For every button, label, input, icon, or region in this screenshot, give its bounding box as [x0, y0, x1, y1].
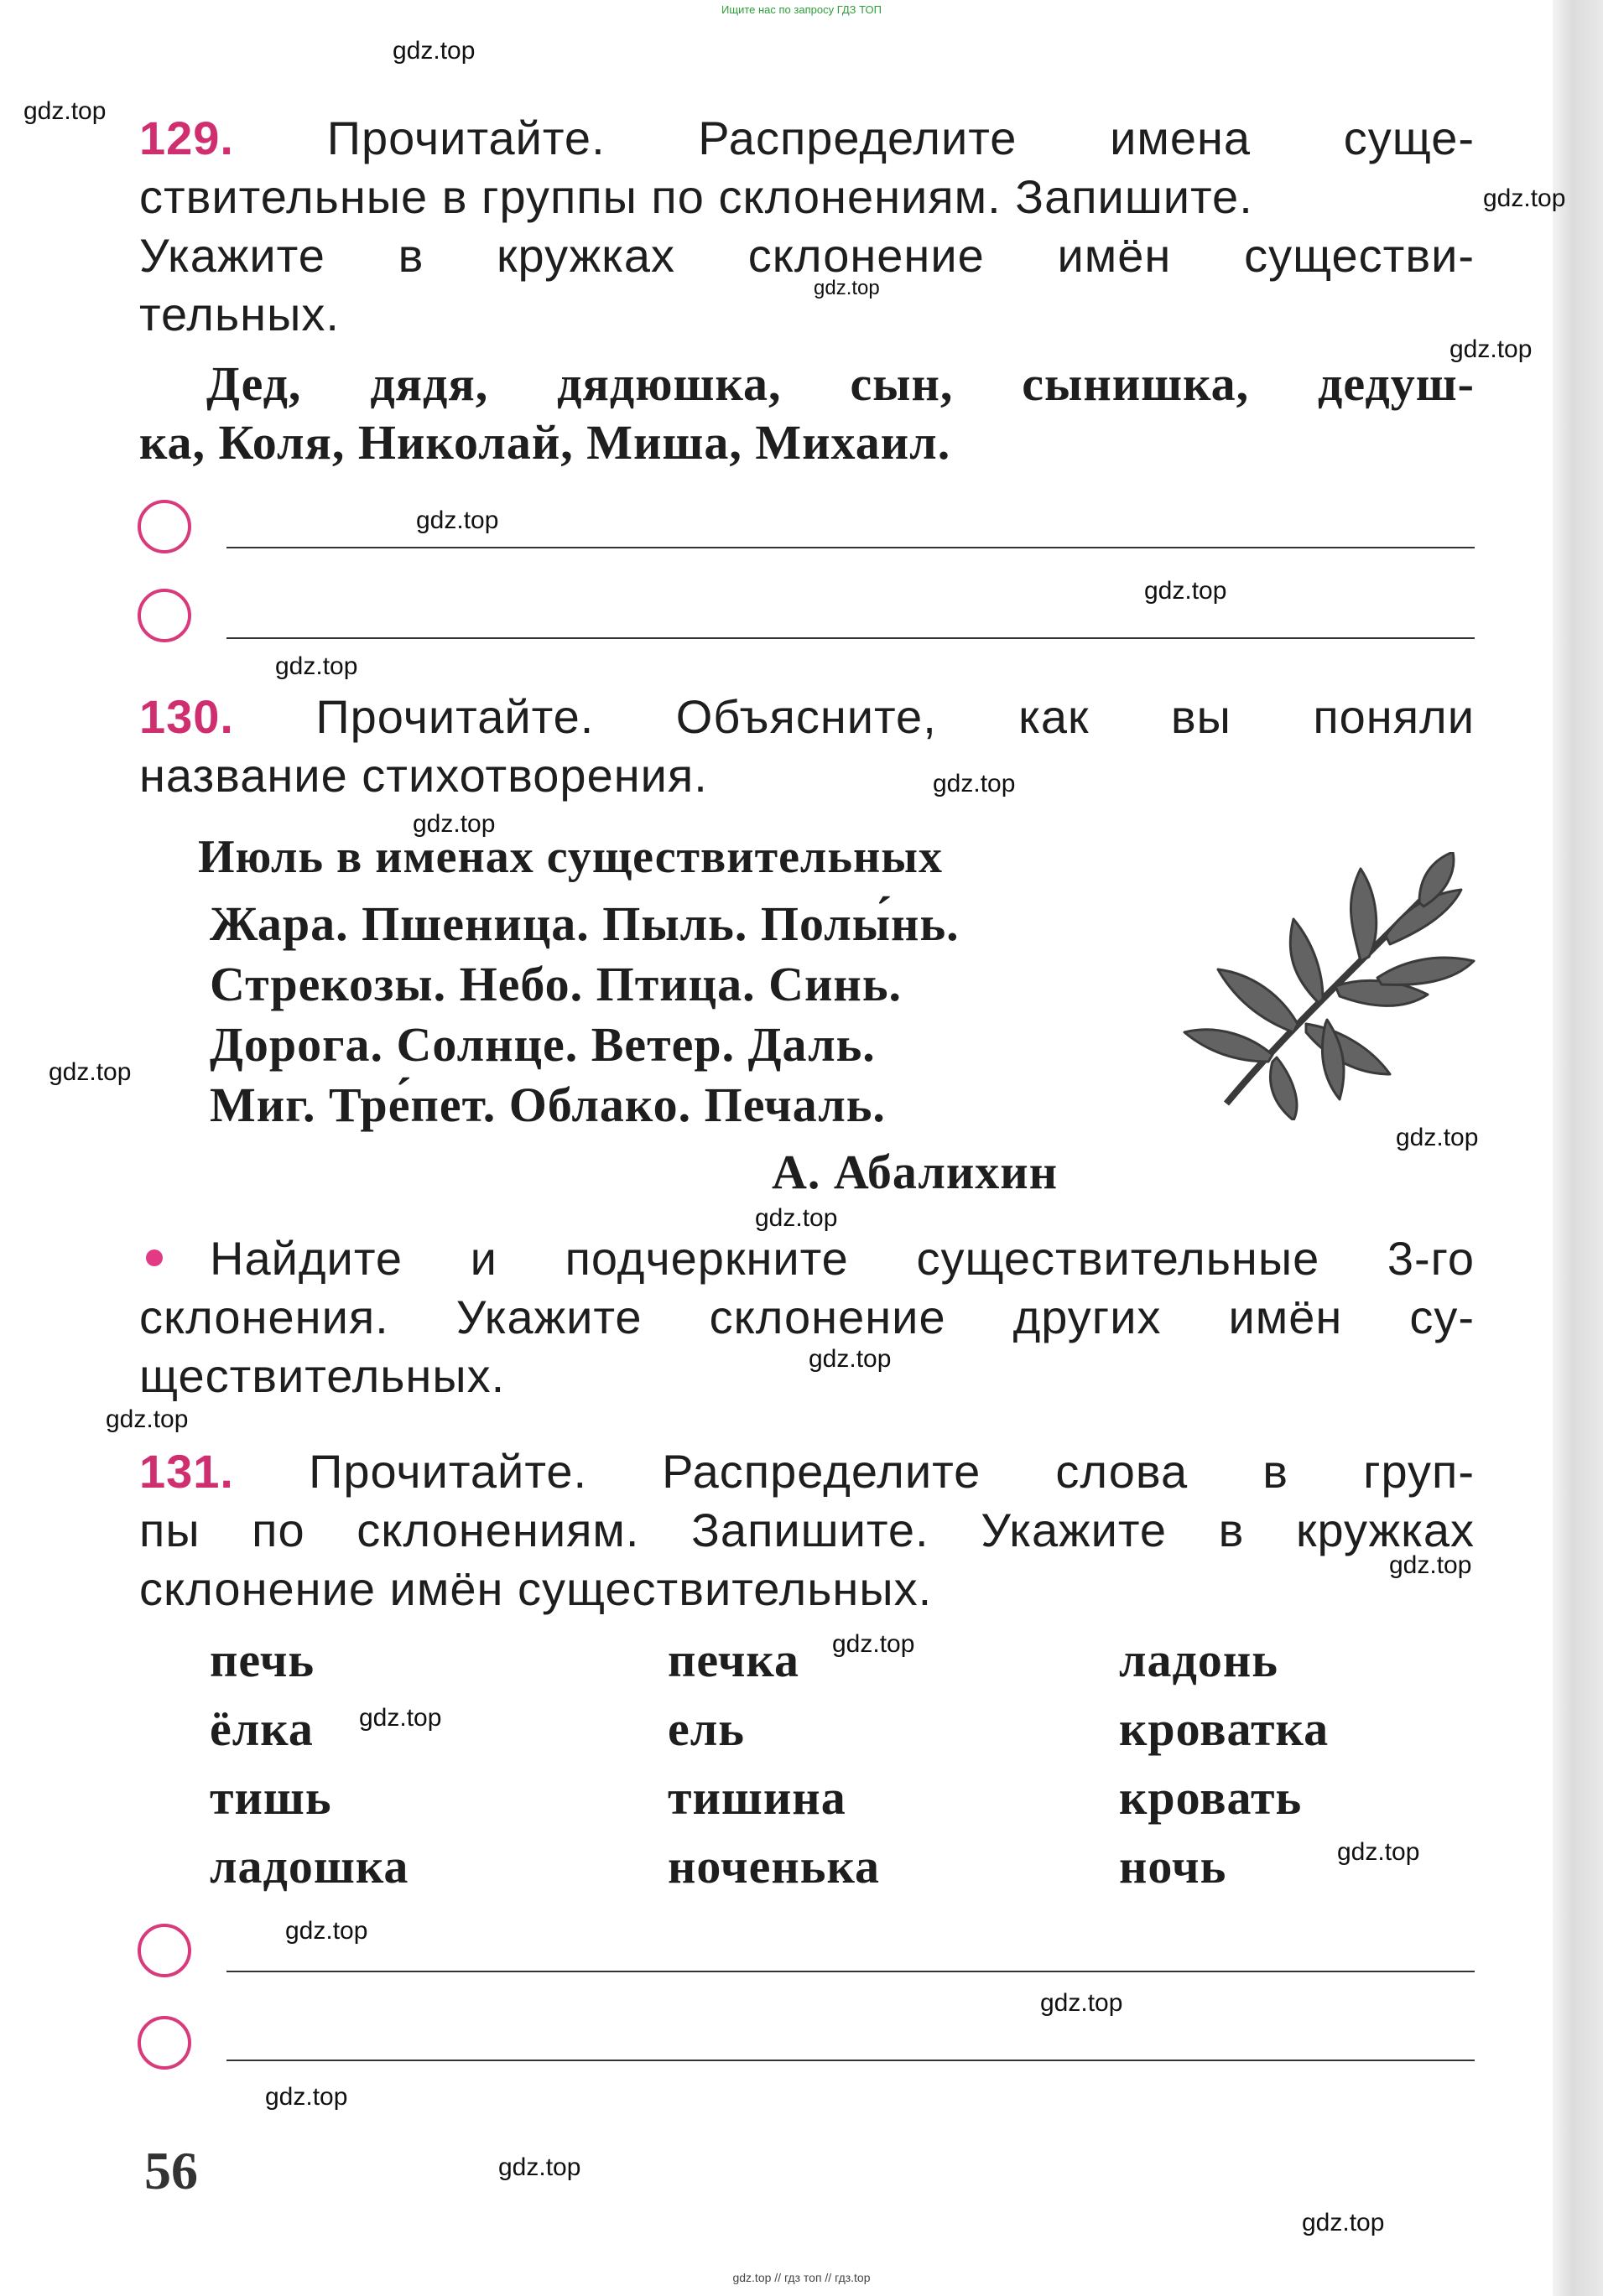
ex130-task3: ществительных.	[139, 1349, 506, 1402]
answer-line[interactable]	[226, 1971, 1475, 1972]
watermark: gdz.top	[416, 506, 499, 534]
word-item: кроватка	[1119, 1701, 1330, 1756]
ex131-line1: 131. Прочитайте. Распределите слова в груп-	[139, 1445, 1475, 1498]
wormwood-leaf-illustration	[1168, 852, 1486, 1120]
ex131-number: 131.	[139, 1445, 234, 1498]
watermark: gdz.top	[265, 2083, 348, 2111]
poem-title: Июль в именах существительных	[198, 831, 943, 883]
declension-circle[interactable]	[138, 589, 191, 642]
poem-author: А. Абалихин	[772, 1145, 1059, 1199]
word-item: ёлка	[210, 1701, 314, 1756]
watermark: gdz.top	[832, 1630, 915, 1658]
poem-line: Миг. Тре́пет. Облако. Печаль.	[210, 1078, 886, 1132]
ex129-words2: ка, Коля, Николай, Миша, Михаил.	[139, 415, 951, 470]
ex130-number: 130.	[139, 690, 234, 743]
answer-line[interactable]	[226, 2060, 1475, 2061]
bullet-icon	[146, 1249, 163, 1266]
page-number: 56	[144, 2141, 198, 2200]
word-item: печь	[210, 1633, 315, 1687]
watermark: gdz.top	[1337, 1838, 1420, 1866]
word-item: ноченька	[668, 1839, 880, 1893]
watermark: gdz.top	[814, 277, 880, 299]
watermark: gdz.top	[1449, 335, 1533, 363]
ex131-line3: склонение имён существительных.	[139, 1562, 933, 1615]
top-banner: Ищите нас по запросу ГДЗ ТОП	[721, 3, 882, 16]
ex131-line2: пы по склонениям. Запишите. Укажите в кружках	[139, 1504, 1475, 1556]
poem-line: Дорога. Солнце. Ветер. Даль.	[210, 1017, 876, 1072]
answer-line[interactable]	[226, 547, 1475, 548]
watermark: gdz.top	[1483, 184, 1566, 212]
page-edge	[1553, 0, 1603, 2296]
watermark: gdz.top	[1396, 1124, 1479, 1151]
watermark: gdz.top	[106, 1405, 189, 1433]
poem-line: Стрекозы. Небо. Птица. Синь.	[210, 957, 902, 1011]
watermark: gdz.top	[285, 1917, 368, 1945]
ex130-task1: Найдите и подчеркните существительные 3-го	[210, 1232, 1475, 1285]
watermark: gdz.top	[1302, 2209, 1385, 2236]
watermark: gdz.top	[23, 97, 107, 125]
word-item: ель	[668, 1701, 745, 1756]
watermark: gdz.top	[1389, 1551, 1472, 1579]
ex129-line1: 129. Прочитайте. Распределите имена суще-	[139, 112, 1475, 164]
watermark: gdz.top	[809, 1345, 892, 1373]
word-item: ночь	[1119, 1839, 1227, 1893]
ex129-words1: Дед, дядя, дядюшка, сын, сынишка, дедуш-	[206, 356, 1475, 411]
watermark: gdz.top	[498, 2153, 581, 2181]
watermark: gdz.top	[393, 37, 476, 65]
ex129-line3: Укажите в кружках склонение имён существи-	[139, 229, 1475, 282]
ex130-line1: 130. Прочитайте. Объясните, как вы поняли	[139, 690, 1475, 743]
word-item: печка	[668, 1633, 799, 1687]
ex130-line2: название стихотворения.	[139, 749, 708, 802]
word-item: тишь	[210, 1770, 332, 1825]
watermark: gdz.top	[413, 810, 496, 838]
ex129-line4: тельных.	[139, 288, 340, 340]
word-item: ладошка	[210, 1839, 409, 1893]
poem-line: Жара. Пшеница. Пыль. Полы́нь.	[210, 896, 960, 951]
ex129-line2: ствительные в группы по склонениям. Запишите.	[139, 170, 1253, 223]
word-item: кровать	[1119, 1770, 1303, 1825]
word-item: тишина	[668, 1770, 846, 1825]
watermark: gdz.top	[275, 652, 358, 680]
watermark: gdz.top	[755, 1204, 838, 1232]
declension-circle[interactable]	[138, 1924, 191, 1977]
declension-circle[interactable]	[138, 500, 191, 553]
ex130-task2: склонения. Укажите склонение других имён су-	[139, 1291, 1475, 1343]
watermark: gdz.top	[359, 1704, 442, 1732]
watermark: gdz.top	[1040, 1989, 1123, 2017]
watermark: gdz.top	[1144, 577, 1227, 605]
watermark: gdz.top	[933, 770, 1016, 797]
answer-line[interactable]	[226, 637, 1475, 639]
word-item: ладонь	[1119, 1633, 1278, 1687]
declension-circle[interactable]	[138, 2016, 191, 2070]
ex129-number: 129.	[139, 112, 234, 164]
watermark: gdz.top	[49, 1058, 132, 1086]
bottom-banner: gdz.top // гдз топ // гдз.top	[732, 2271, 871, 2284]
